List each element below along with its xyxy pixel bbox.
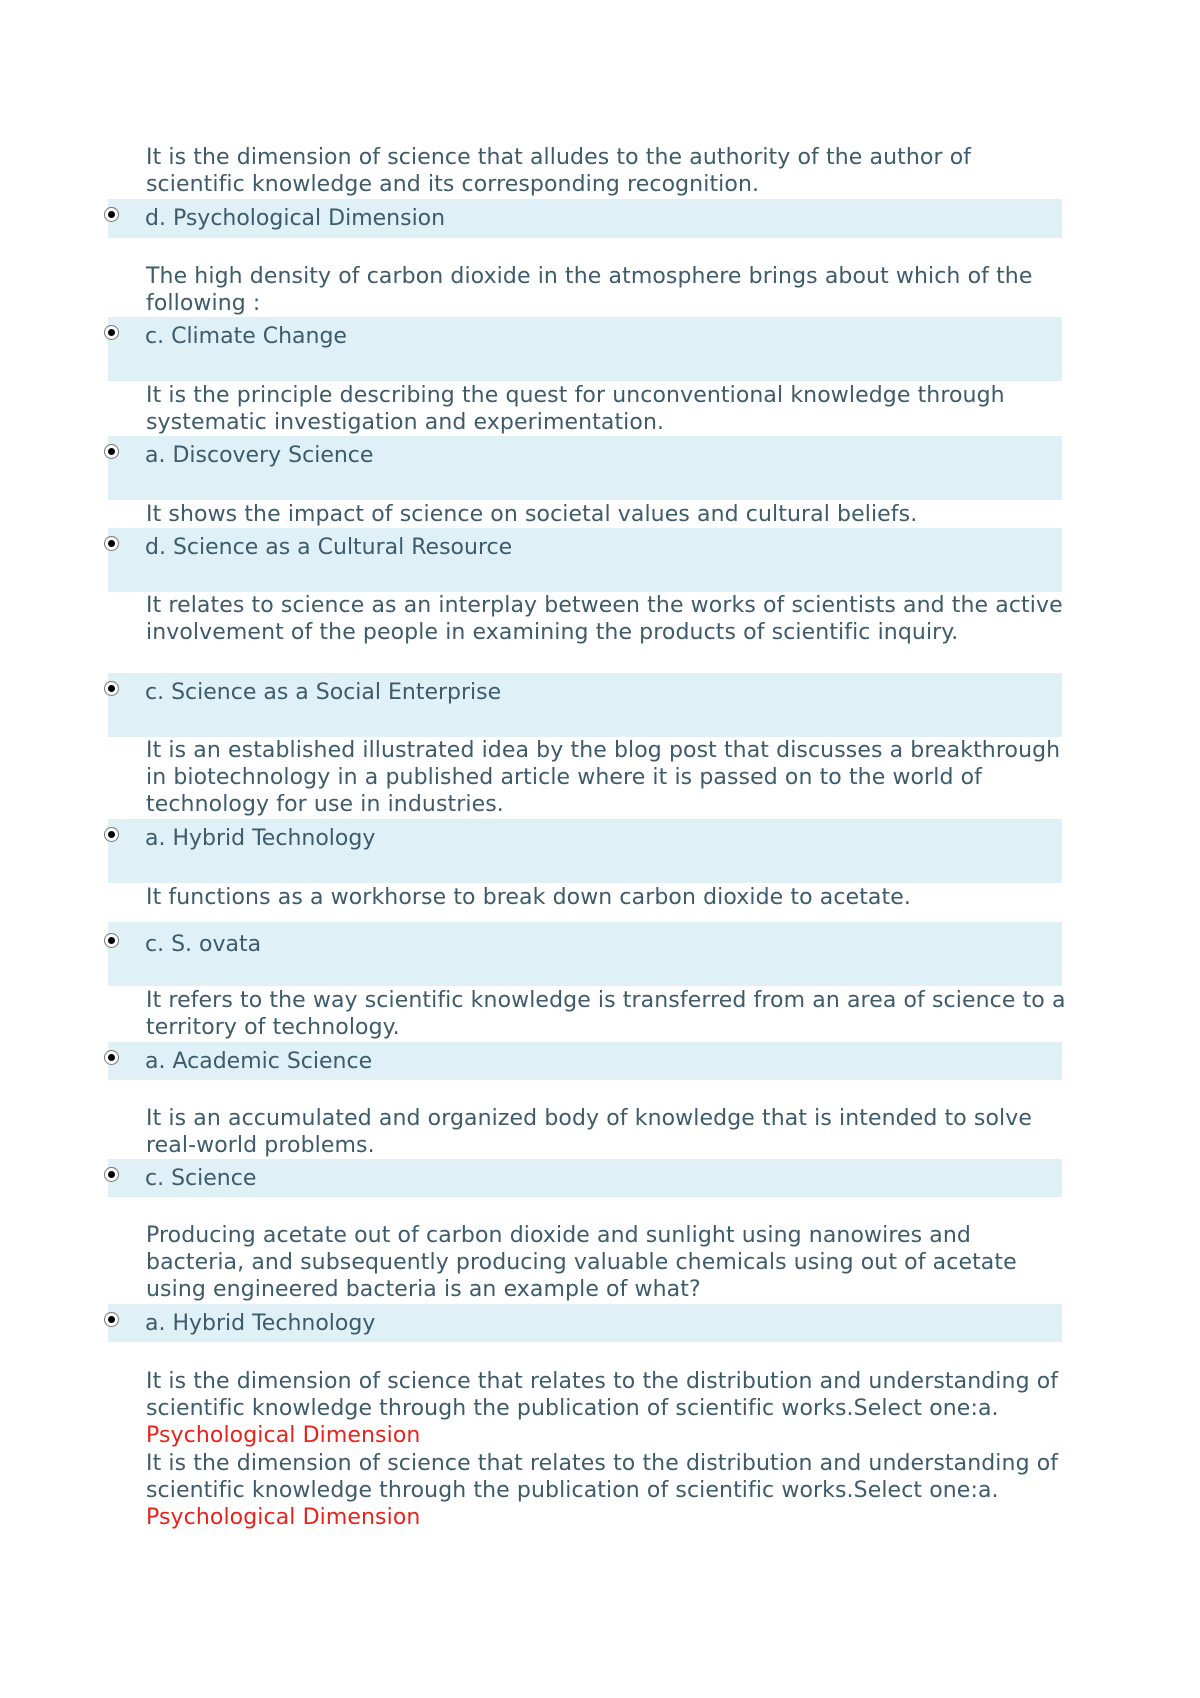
question-text: It is an accumulated and organized body of knowledge that is intended to solve real-world problems.: [146, 1106, 1033, 1158]
trailing-question: [146, 1450, 1066, 1531]
radio-selected-icon[interactable]: [105, 1051, 118, 1064]
answer-label: c. Science: [145, 1166, 257, 1191]
answer-label: c. Science as a Social Enterprise: [145, 680, 502, 705]
answer-label: a. Hybrid Technology: [145, 826, 376, 851]
answer-row[interactable]: [108, 436, 1062, 500]
radio-selected-icon[interactable]: [105, 537, 118, 550]
answer-label: a. Hybrid Technology: [145, 1311, 376, 1336]
answer-label: c. Climate Change: [145, 324, 347, 349]
radio-selected-icon[interactable]: [105, 1313, 118, 1326]
answer-label: d. Science as a Cultural Resource: [145, 535, 513, 560]
radio-selected-icon[interactable]: [105, 208, 118, 221]
answer-label: d. Psychological Dimension: [145, 206, 446, 231]
radio-selected-icon[interactable]: [105, 445, 118, 458]
answer-row[interactable]: [108, 673, 1062, 737]
answer-row[interactable]: [108, 922, 1062, 986]
highlighted-answer: Psychological Dimension: [146, 1505, 421, 1530]
answer-row[interactable]: [108, 528, 1062, 592]
answer-label: a. Academic Science: [145, 1049, 373, 1074]
highlighted-answer: Psychological Dimension: [146, 1423, 421, 1448]
answer-row[interactable]: [108, 199, 1062, 238]
question-text: It shows the impact of science on societal values and cultural beliefs.: [146, 502, 918, 527]
trailing-question-text: It is the dimension of science that relates to the distribution and understanding of scientific knowledge through the publication of scientific works.Select one:a.: [146, 1369, 1059, 1421]
question-text: It is an established illustrated idea by the blog post that discusses a breakthrough in biotechnology in a published article where it is passed on to the world of technology for use in industries.: [146, 738, 1061, 817]
question-text: It functions as a workhorse to break down carbon dioxide to acetate.: [146, 885, 911, 910]
answer-row[interactable]: [108, 1159, 1062, 1197]
answer-row[interactable]: [108, 1042, 1062, 1080]
question-text: Producing acetate out of carbon dioxide and sunlight using nanowires and bacteria, and subsequently producing valuable chemicals using out of acetate using engineered bacteria is an example of what?: [146, 1223, 1017, 1302]
radio-selected-icon[interactable]: [105, 326, 118, 339]
answer-label: a. Discovery Science: [145, 443, 374, 468]
question-text: It is the principle describing the quest for unconventional knowledge through systematic investigation and experimentation.: [146, 383, 1005, 435]
answer-row[interactable]: [108, 1304, 1062, 1342]
question-text: It refers to the way scientific knowledge is transferred from an area of science to a territory of technology.: [146, 988, 1066, 1040]
radio-selected-icon[interactable]: [105, 1168, 118, 1181]
question-text: The high density of carbon dioxide in the atmosphere brings about which of the following :: [146, 264, 1033, 316]
trailing-question-text: It is the dimension of science that relates to the distribution and understanding of scientific knowledge through the publication of scientific works.Select one:a.: [146, 1451, 1059, 1503]
question-text: It relates to science as an interplay between the works of scientists and the active involvement of the people in examining the products of scientific inquiry.: [146, 593, 1063, 645]
radio-selected-icon[interactable]: [105, 934, 118, 947]
question-text: It is the dimension of science that alludes to the authority of the author of scientific knowledge and its corresponding recognition.: [146, 145, 972, 197]
radio-selected-icon[interactable]: [105, 828, 118, 841]
trailing-question: [146, 1368, 1066, 1449]
answer-row[interactable]: [108, 317, 1062, 381]
answer-label: c. S. ovata: [145, 932, 262, 957]
answer-row[interactable]: [108, 819, 1062, 883]
radio-selected-icon[interactable]: [105, 682, 118, 695]
